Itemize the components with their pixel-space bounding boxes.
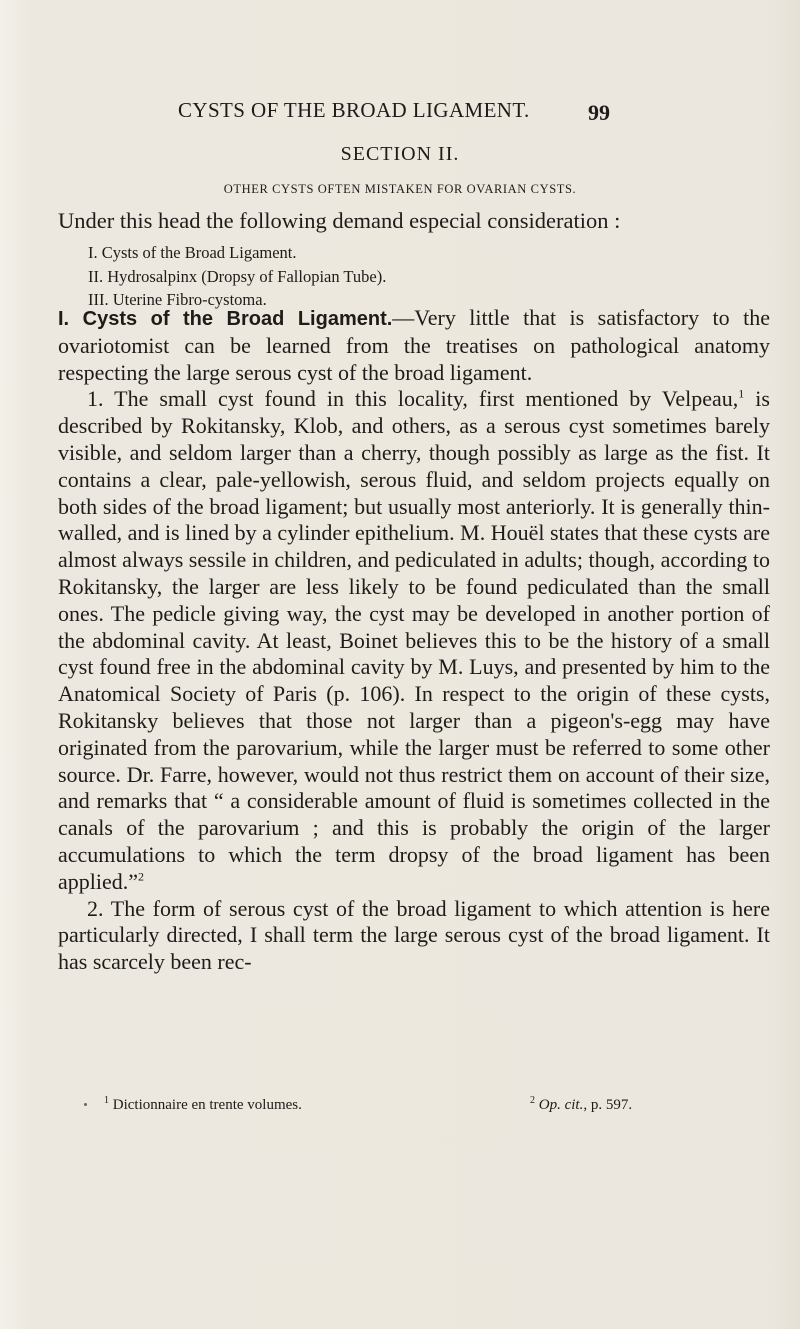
list-item-number: II. (88, 266, 104, 286)
paragraph-text: —Very little that is satisfactory to the ovariotomist can be learned from the treatises on pathological anatomy respecting the large serous cyst of the broad ligament. (58, 305, 770, 385)
paragraph-small-cyst (58, 386, 770, 895)
list-item (88, 241, 386, 265)
page-number: 99 (588, 100, 610, 125)
list-item-number: I. (88, 243, 98, 262)
list-item-text: Cysts of the Broad Ligament. (101, 243, 297, 262)
running-head (0, 98, 800, 130)
topic-list (88, 241, 386, 312)
paragraph-large-serous-cyst (58, 896, 770, 976)
footnote (530, 1095, 632, 1115)
footnote (104, 1095, 302, 1115)
list-item-text: Hydrosalpinx (Dropsy of Fallopian Tube). (107, 266, 387, 286)
paragraph-heading: I. Cysts of the Broad Ligament. (58, 308, 393, 330)
paragraph-cysts-broad-ligament (58, 305, 770, 386)
body-text (58, 305, 770, 976)
footnote-text: Dictionnaire en trente volumes. (112, 1097, 302, 1113)
paragraph-text: 2. The form of serous cyst of the broad ligament to which attention is here particularly directed, I shall term the large serous cyst of the broad ligament. It has scarcely been rec- (58, 895, 770, 975)
running-title: CYSTS OF THE BROAD LIGAMENT. (178, 98, 530, 122)
footnote-ref: 1 (738, 387, 745, 402)
footnote-ref: 2 (138, 869, 145, 884)
footnote-number: 1 (104, 1095, 109, 1106)
footnote-number: 2 (530, 1095, 535, 1106)
list-item-text: Uterine Fibro-cystoma. (112, 290, 267, 309)
print-speck (84, 1103, 87, 1106)
paragraph-text: 1. The small cyst found in this locality, first mentioned by Velpeau, (87, 386, 739, 412)
paragraph-text: is described by Rokitansky, Klob, and others, as a serous cyst sometimes barely visible, and seldom larger than a cherry, though possibly as large as the fist. It contains a clear, pale-yellowish, serous fluid, and seldom projects equally on both sides of the broad ligament; but usually most anteriorly. It is generally thin-walled, and is lined by a cylinder epithelium. M. Houël states that these cysts are almost always sessile in children, and pediculated in adults; though, according to Rokitansky, the larger are less likely to be found pediculated than the small ones. The pedicle giving way, the cyst may be developed in another portion of the abdominal cavity. At least, Boinet believes this to be the history of a small cyst found free in the abdominal cavity by M. Luys, and presented by him to the Anatomical Society of Paris (p. 106). In respect to the origin of these cysts, Rokitansky believes that those not larger than a pigeon's-egg may have originated from the parovarium, while the larger must be referred to some other source. Dr. Farre, however, would not thus restrict them on account of their size, and remarks that “ a considerable amount of fluid is sometimes collected in the canals of the parovarium ; and this is probably the origin of the larger accumulations to which the term dropsy of the broad ligament has been applied.” (58, 386, 770, 894)
footnote-text: , p. 597. (583, 1097, 633, 1113)
list-item (88, 265, 386, 289)
footnote-citation: Op. cit. (538, 1097, 584, 1113)
section-subtitle: OTHER CYSTS OFTEN MISTAKEN FOR OVARIAN CYSTS. (223, 182, 577, 196)
intro-sentence: Under this head the following demand especial consideration : (58, 208, 621, 233)
list-item-number: III. (88, 290, 109, 309)
section-title: SECTION II. (340, 143, 460, 165)
